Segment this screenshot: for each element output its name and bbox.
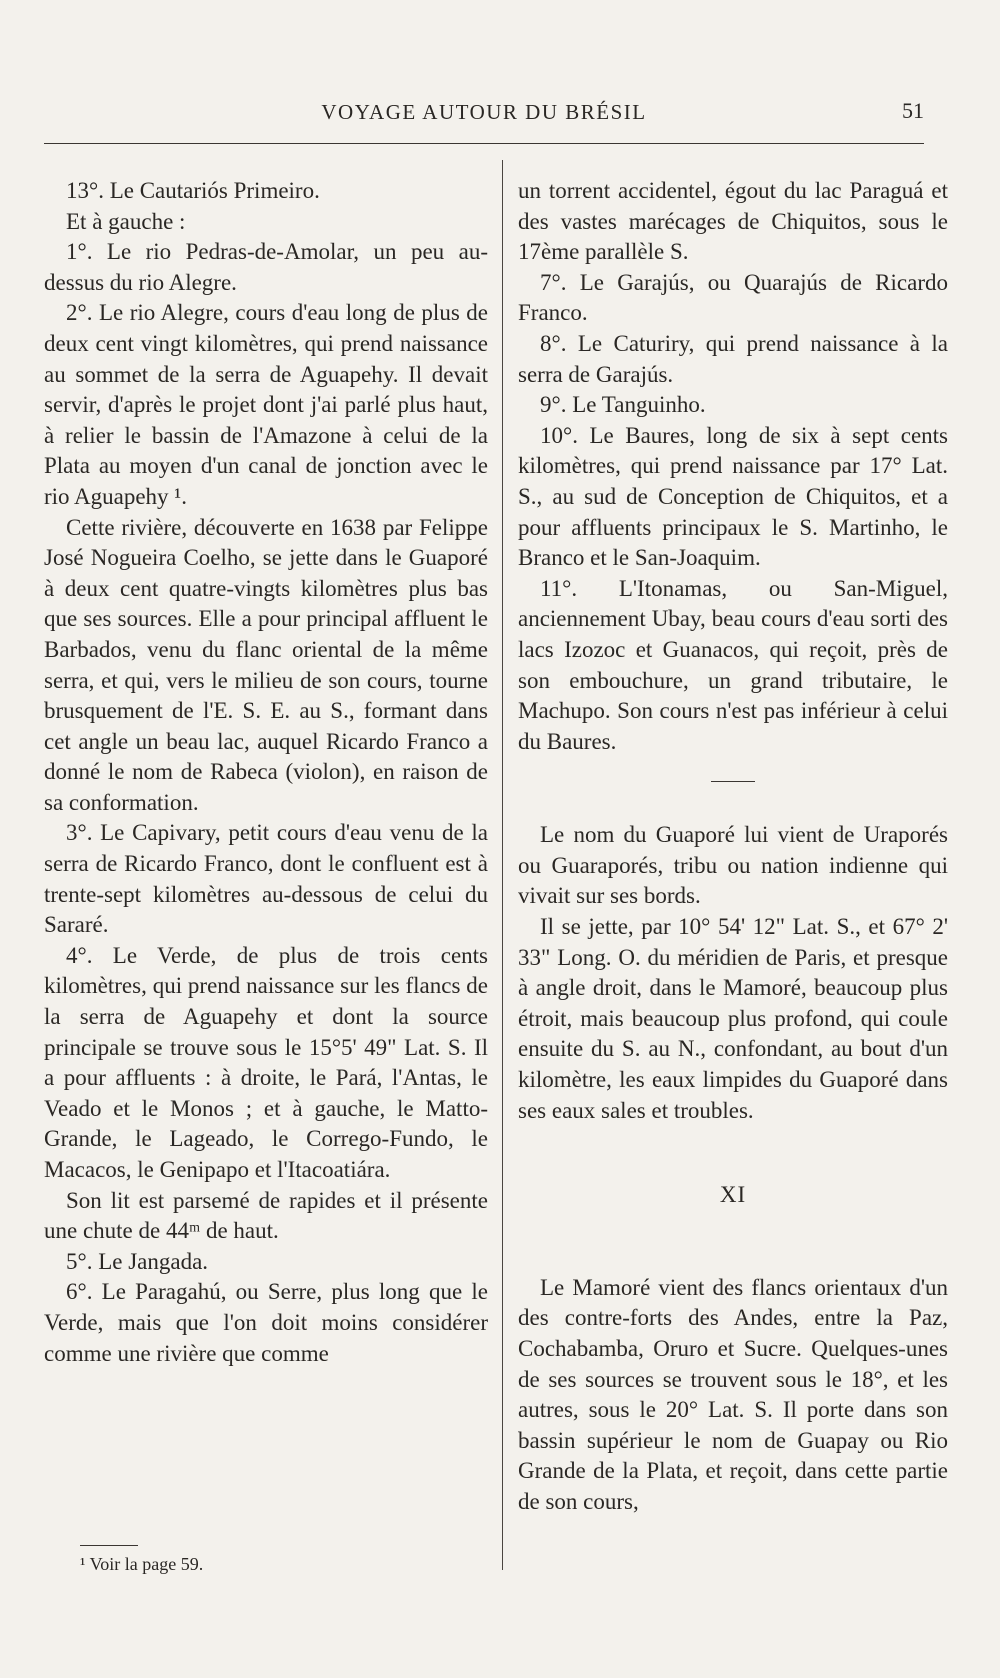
- paragraph: 7°. Le Garajús, ou Quarajús de Ricardo Franco.: [518, 269, 948, 326]
- paragraph: un torrent accidentel, égout du lac Paraguá et des vastes marécages de Chiquitos, sous le 17ème parallèle S.: [518, 178, 948, 265]
- paragraph: Il se jette, par 10° 54' 12" Lat. S., et 67° 2' 33" Long. O. du méridien de Paris, et presque à angle droit, dans le Mamoré, beaucoup plus étroit, mais beaucoup plus profond, qui coule ensuite du S. au N., confondant, au bout d'un kilomètre, les eaux limpides du Guaporé dans ses eaux sales et troubles.: [518, 914, 948, 1123]
- page-header: [44, 96, 924, 136]
- paragraph: 8°. Le Caturiry, qui prend naissance à la serra de Garajús.: [518, 330, 948, 387]
- column-divider: [502, 160, 503, 1570]
- paragraph: 2°. Le rio Alegre, cours d'eau long de plus de deux cent vingt kilomètres, qui prend naissance au sommet de la serra de Aguapehy. Il devait servir, d'après le projet dont j'ai parlé plus haut, à relier le bassin de l'Amazone à celui de la Plata au moyen d'un canal de jonction avec le rio Aguapehy ¹.: [44, 300, 488, 509]
- paragraph: Son lit est parsemé de rapides et il présente une chute de 44ᵐ de haut.: [44, 1187, 488, 1244]
- paragraph: Cette rivière, découverte en 1638 par Felippe José Nogueira Coelho, se jette dans le Guaporé à deux cent quatre-vingts kilomètres plus bas que ses sources. Elle a pour principal affluent le Barbados, venu du flanc oriental de la même serra, et qui, vers le milieu de son cours, tourne brusquement de l'E. S. E. au S., formant dans cet angle un beau lac, auquel Ricardo Franco a donné le nom de Rabeca (violon), en raison de sa conformation.: [44, 514, 488, 815]
- paragraph: 13°. Le Cautariós Primeiro.: [66, 178, 320, 203]
- paragraph: 1°. Le rio Pedras-de-Amolar, un peu au-dessus du rio Alegre.: [44, 239, 488, 295]
- running-title: VOYAGE AUTOUR DU BRÉSIL: [321, 100, 647, 124]
- section-separator: [711, 781, 755, 782]
- paragraph: Le Mamoré vient des flancs orientaux d'un des contre-forts des Andes, entre la Paz, Cochabamba, Oruro et Sucre. Quelques-unes de ses sources se trouvent sous le 18°, et les autres, sous le 20° Lat. S. Il porte dans son bassin supérieur le nom de Guapay ou Rio Grande de la Plata, et reçoit, dans cette partie de son cours,: [518, 1274, 948, 1514]
- paragraph: Le nom du Guaporé lui vient de Uraporés ou Guaraporés, tribu ou nation indienne qui vivait sur ses bords.: [518, 822, 948, 909]
- paragraph: 6°. Le Paragahú, ou Serre, plus long que le Verde, mais que l'on doit moins considérer comme une rivière que comme: [44, 1279, 488, 1366]
- paragraph: 3°. Le Capivary, petit cours d'eau venu de la serra de Ricardo Franco, dont le confluent est à trente-sept kilomètres au-dessous de celui du Sararé.: [44, 820, 488, 938]
- right-column: [518, 176, 948, 1518]
- left-column: [44, 176, 488, 1369]
- footnote: ¹ Voir la page 59.: [80, 1554, 204, 1574]
- paragraph: Et à gauche :: [66, 208, 186, 234]
- page-number: 51: [902, 98, 924, 123]
- paragraph: 11°. L'Itonamas, ou San-Miguel, anciennement Ubay, beau cours d'eau sorti des lacs Izozoc et Guanacos, qui reçoit, près de son embouchure, un grand tributaire, le Machupo. Son cours n'est pas inférieur à celui du Baures.: [518, 575, 948, 754]
- paragraph: 10°. Le Baures, long de six à sept cents kilomètres, qui prend naissance par 17° Lat. S., au sud de Conception de Chiquitos, et a pour affluents principaux le S. Martinho, le Branco et le San-Joaquim.: [518, 422, 948, 571]
- section-heading: XI: [719, 1182, 747, 1208]
- paragraph: 4°. Le Verde, de plus de trois cents kilomètres, qui prend naissance sur les flancs de la serra de Aguapehy et dont la source principale se trouve sous le 15°5' 49" Lat. S. Il a pour affluents : à droite, le Pará, l'Antas, le Veado et le Monos ; et à gauche, le Matto-Grande, le Lageado, le Corrego-Fundo, le Macacos, le Genipapo et l'Itacoatiára.: [44, 942, 488, 1182]
- paragraph: 5°. Le Jangada.: [66, 1248, 209, 1274]
- header-rule: [44, 143, 924, 144]
- paragraph: 9°. Le Tanguinho.: [540, 392, 706, 418]
- footnote-rule: [80, 1545, 138, 1546]
